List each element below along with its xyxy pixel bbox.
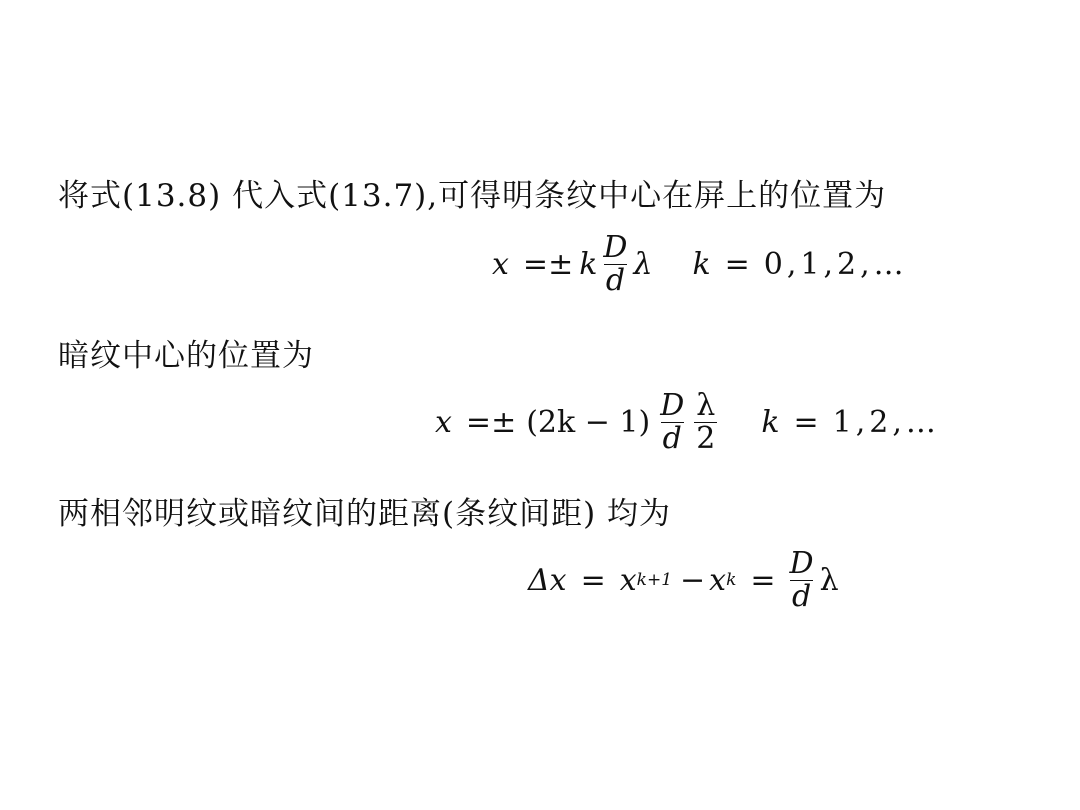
eq2-cond-k: k — [761, 404, 780, 440]
eq1-denominator: d — [605, 262, 626, 298]
text-line-dark-fringe: 暗纹中心的位置为 — [58, 338, 314, 374]
eq1-cond-values: 0,1,2,… — [763, 246, 908, 282]
eq3-x1: x — [619, 562, 637, 598]
eq1-equals: = — [522, 246, 549, 282]
eq1-pm: ± — [548, 246, 574, 282]
eq3-lhs: Δx — [528, 562, 567, 598]
eq3-x2: x — [709, 562, 727, 598]
eq3-numerator: D — [789, 546, 814, 581]
eq3-minus: − — [680, 562, 706, 598]
eq2-numerator-1: D — [660, 388, 685, 423]
eq3-equals: = — [580, 562, 606, 598]
eq1-k: k — [579, 246, 598, 282]
eq2-paren: (2k − 1) — [526, 404, 651, 440]
eq3-sub2: k — [726, 570, 737, 590]
eq2-cond-equals: = — [793, 404, 819, 440]
eq2-denominator-2: 2 — [696, 420, 716, 456]
eq2-pm: ± — [491, 404, 517, 440]
eq1-cond-k: k — [692, 246, 711, 282]
eq1-lambda: λ — [633, 246, 653, 282]
eq2-lhs: x — [435, 404, 452, 440]
eq3-denominator: d — [791, 578, 812, 614]
equation-fringe-spacing — [528, 548, 839, 612]
eq2-fraction-2 — [694, 390, 717, 454]
eq1-lhs: x — [492, 246, 509, 282]
eq2-denominator-1: d — [662, 420, 682, 456]
eq2-numerator-2: λ — [696, 388, 716, 423]
equation-bright-fringe — [492, 232, 908, 296]
eq1-cond-equals: = — [724, 246, 750, 282]
eq3-equals-2: = — [750, 562, 776, 598]
eq2-equals: = — [465, 404, 492, 440]
eq2-cond-values: 1,2,… — [832, 404, 940, 440]
text-line-bright-fringe: 将式(13.8) 代入式(13.7),可得明条纹中心在屏上的位置为 — [58, 178, 887, 214]
eq3-fraction — [788, 548, 816, 612]
eq1-numerator: D — [603, 230, 628, 265]
eq3-sub1: k+1 — [636, 570, 673, 590]
eq1-fraction — [601, 232, 629, 296]
equation-dark-fringe — [435, 390, 940, 454]
text-line-fringe-spacing: 两相邻明纹或暗纹间的距离(条纹间距) 均为 — [58, 496, 672, 532]
eq2-fraction-1 — [658, 390, 686, 454]
eq3-lambda: λ — [819, 562, 839, 598]
